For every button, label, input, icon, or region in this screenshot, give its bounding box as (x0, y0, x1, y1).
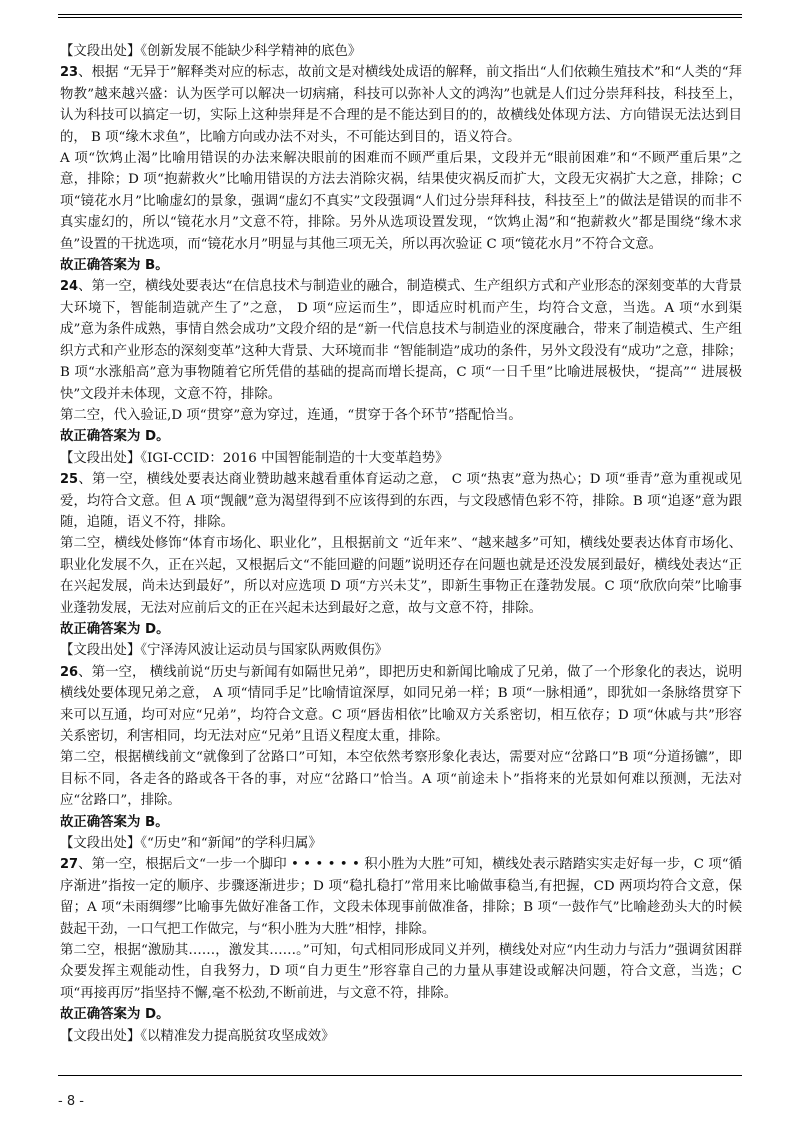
question-number: 27 (60, 857, 79, 873)
source-citation: 【文段出处】《宁泽涛风波让运动员与国家队两败俱伤》 (60, 643, 389, 659)
answer-line: 故正确答案为 B。 (60, 258, 169, 274)
paragraph-text: 第二空，代入验证,D 项“贯穿”意为穿过，连通，“贯穿于各个环节”搭配恰当。 (60, 407, 522, 423)
explanation-paragraph (60, 405, 742, 426)
explanation-paragraph (60, 533, 742, 619)
paragraph-text: 第二空，根据“激励其……，激发其……。”可知，句式相同形成同义并列，横线处对应“内生动力与活力”强调贫困群众要发挥主观能动性，自我努力，D 项“自力更生”形容靠自己的力量从事建设或解决问题，符合文意，当选；C 项“再接再厉”指坚持不懈,毫不松劲,不断前进，与文意不符，排除。 (60, 943, 742, 1001)
paragraph-text: 、第一空， 横线前说“历史与新闻有如隔世兄弟”，即把历史和新闻比喻成了兄弟，做了一个形象化的表达，说明横线处要体现兄弟之意， A 项“情同手足”比喻情谊深厚，如同兄弟一样；B 项“一脉相通”，即犹如一条脉络贯穿下来可以互通，均可对应“兄弟”，均符合文意。C 项“唇齿相依”比喻双方关系密切，相互依存；D 项“休戚与共”形容关系密切，利害相同，均无法对应“兄弟”且语义程度太重，排除。 (60, 664, 742, 744)
document-body (60, 41, 742, 1047)
question-number: 24 (60, 279, 79, 295)
question-number: 25 (60, 472, 79, 488)
answer-line: 故正确答案为 D。 (60, 429, 170, 445)
question-explanation (60, 62, 742, 148)
source-citation: 【文段出处】《“历史”和“新闻”的学科归属》 (60, 836, 322, 852)
question-explanation (60, 276, 742, 404)
paragraph-text: 、第一空，横线处要表达“在信息技术与制造业的融合，制造模式、生产组织方式和产业形态的深刻变革的大背景大环境下，智能制造就产生了”之意， D 项“应运而生”，即适应时机而产生，均符合文意，当选。A 项“水到渠成”意为条件成熟，事情自然会成功”文段介绍的是“新一代信息技术与制造业的深度融合，带来了制造模式、生产组织方式和产业形态的深刻变革”这种大背景、大环境而非 “智能制造”成功的条件，另外文段没有“成功”之意，排除；B 项“水涨船高”意为事物随着它所凭借的基础的提高而增长提高，C 项“一日千里”比喻进展极快，“提高”“ 进展极快”文段并未体现，文意不符，排除。 (60, 279, 742, 402)
paragraph-text: 、第一空，根据后文“一步一个脚印 • • • • • • 积小胜为大胜”可知，横线处表示踏踏实实走好每一步，C 项“循序渐进”指按一定的顺序、步骤逐渐进步；D 项“稳扎稳打”常用来比喻做事稳当,有把握，CD 两项均符合文意，保留；A 项“未雨绸缪”比喻事先做好准备工作，文段未体现事前做准备，排除；B 项“一鼓作气”比喻趁劲头大的时候鼓起干劲，一口气把工作做完，与“积小胜为大胜”相悖，排除。 (60, 857, 742, 937)
explanation-paragraph (60, 148, 742, 255)
paragraph-text: 、第一空，横线处要表达商业赞助越来越看重体育运动之意， C 项“热衷”意为热心；D 项“垂青”意为重视或见爱，均符合文意。但 A 项“觊觎”意为渴望得到不应该得到的东西，与文段感情色彩不符，排除。B 项“追逐”意为跟随，追随，语义不符，排除。 (60, 472, 742, 530)
question-explanation (60, 662, 742, 748)
source-citation: 【文段出处】《以精准发力提高脱贫攻坚成效》 (60, 1028, 335, 1044)
answer-line: 故正确答案为 D。 (60, 1007, 170, 1023)
header-rule-thin (58, 17, 742, 18)
paragraph-text: A 项“饮鸩止渴”比喻用错误的办法来解决眼前的困难而不顾严重后果，文段并无“眼前困难”和“不顾严重后果”之意，排除；D 项“抱薪救火”比喻用错误的方法去消除灾祸，结果使灾祸反而扩大，文段无灾祸扩大之意，排除；C 项“镜花水月”比喻虚幻的景象，强调“虚幻不真实”文段强调“人们过分崇拜科技，科技至上”的做法是错误的而非不真实虚幻的，所以“镜花水月”文意不符，排除。另外从选项设置发现，“饮鸩止渴”和“抱薪救火”都是围绕“缘木求鱼”设置的干扰选项，而“镜花水月”明显与其他三项无关，所以再次验证 C 项“镜花水月”不符合文意。 (60, 151, 742, 252)
header-rule (58, 14, 742, 15)
paragraph-text: 第二空，横线处修饰“体育市场化、职业化”，且根据前文 “近年来”、“越来越多”可知，横线处要表达体育市场化、职业化发展不久，正在兴起，又根据后文“不能回避的问题”说明还存在问题也就是还没发展到最好，横线处表达“正在兴起发展，尚未达到最好”，所以对应选项 D 项“方兴未艾”，即新生事物正在蓬勃发展。C 项“欣欣向荣”比喻事业蓬勃发展，无法对应前后文的正在兴起未达到最好之意，故与文意不符，排除。 (60, 536, 742, 616)
footer-rule (58, 1075, 742, 1076)
paragraph-text: 、根据 “无异于”解释类对应的标志，故前文是对横线处成语的解释，前文指出“人们依赖生殖技术”和“人类的“拜物教”越来越兴盛：认为医学可以解决一切病痛，科技可以弥补人文的鸿沟”也就是人们过分崇拜科技，科技至上，认为科技可以搞定一切，实际上这种崇拜是不合理的是不能达到目的的，故横线处体现方法、方向错误无法达到目的， B 项“缘木求鱼”，比喻方向或办法不对头，不可能达到目的，语义符合。 (60, 65, 742, 145)
answer-line: 故正确答案为 D。 (60, 621, 170, 637)
page-number: - 8 - (58, 1094, 84, 1109)
question-explanation (60, 469, 742, 533)
explanation-paragraph (60, 940, 742, 1004)
question-number: 26 (60, 664, 79, 680)
question-number: 23 (60, 65, 79, 81)
explanation-paragraph (60, 747, 742, 811)
source-citation: 【文段出处】《IGI-CCID：2016 中国智能制造的十大变革趋势》 (60, 450, 449, 466)
answer-line: 故正确答案为 B。 (60, 814, 169, 830)
source-citation: 【文段出处】《创新发展不能缺少科学精神的底色》 (60, 44, 362, 59)
paragraph-text: 第二空，根据横线前文“就像到了岔路口”可知，本空依然考察形象化表达，需要对应“岔路口”B 项“分道扬镳”，即目标不同，各走各的路或各干各的事，对应“岔路口”恰当。A 项“前途未卜”指将来的光景如何难以预测，无法对应“岔路口”，排除。 (60, 750, 742, 809)
question-explanation (60, 854, 742, 940)
